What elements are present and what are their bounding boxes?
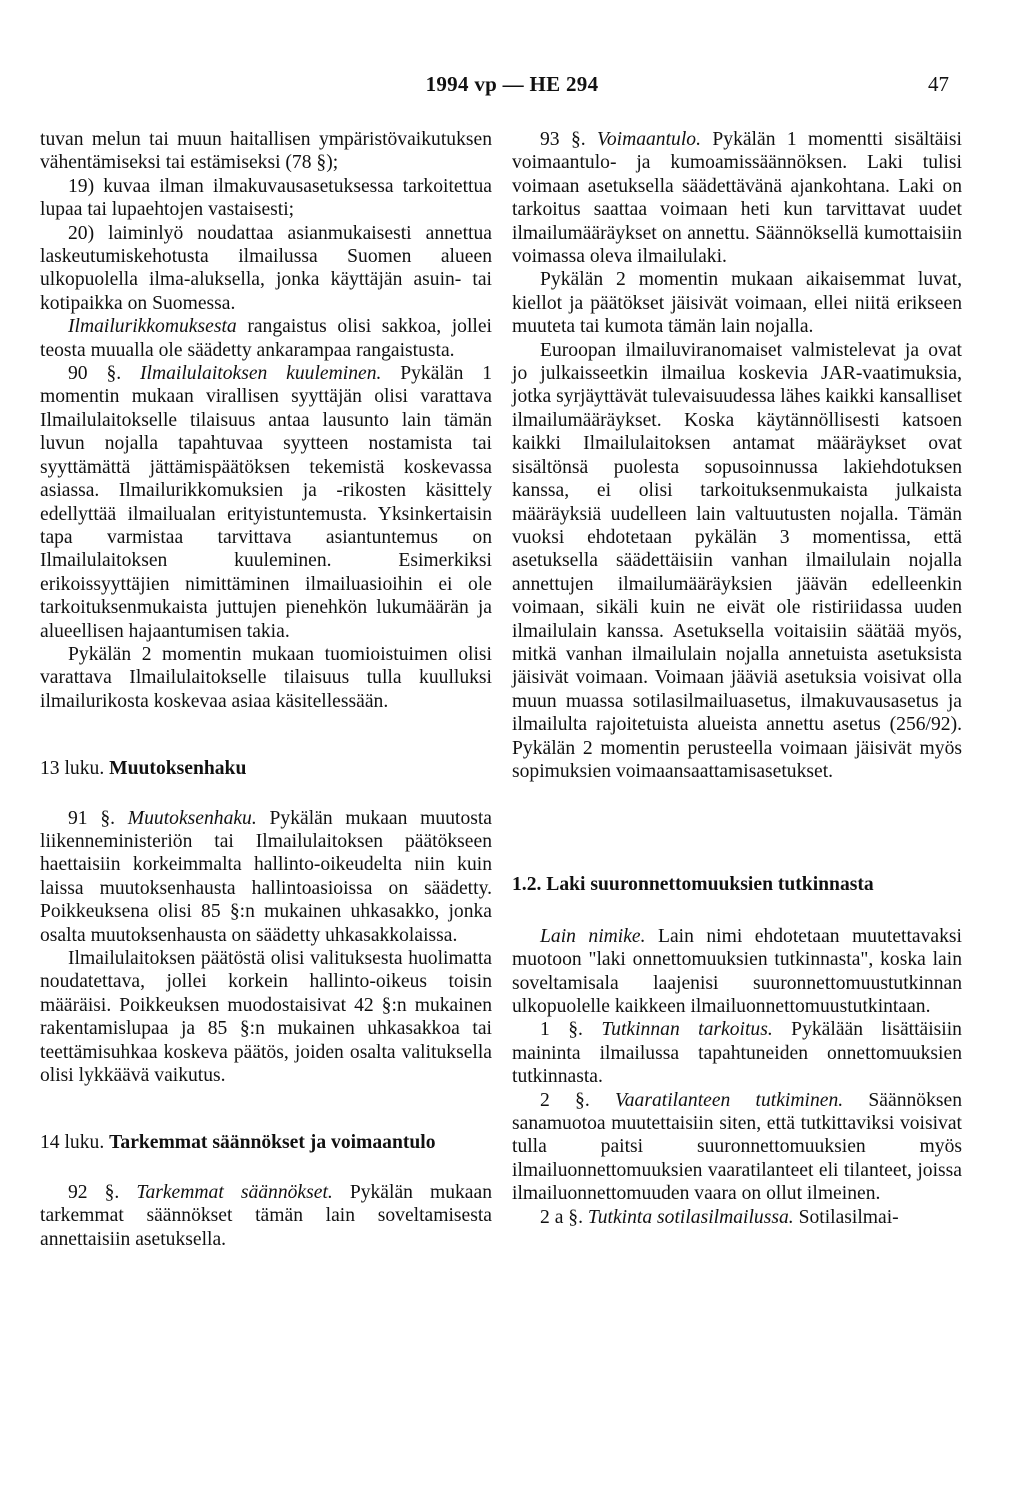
- section-text: Pykälän mukaan muutosta liikenneministeriön tai Ilmailulaitoksen päätökseen haettaisiin korkeimmalta hallinto-oikeudelta niin kuin laissa muutoksenhausta hallintoasioissa on säädetty. Poikkeuksena olisi 85 §:n mukainen uhkasakko, jonka osalta muutoksenhausta on säädetty uhkasakkolaissa.: [40, 807, 493, 946]
- section-number: 2 §.: [540, 1089, 615, 1111]
- italic-term: Ilmailurikkomuksesta: [68, 316, 237, 338]
- section-title: Muutoksenhaku.: [127, 807, 257, 829]
- section-90: [40, 362, 492, 643]
- italic-term: Lain nimike.: [540, 925, 646, 947]
- section-number: 92 §.: [68, 1181, 137, 1203]
- section-text: Pykälän 1 momentin mukaan virallisen syyttäjän olisi varattava Ilmailulaitokselle tilaisuus antaa lausunto lain tämän luvun nojalla tapahtuvaa syytteen nostamista tai syyttämättä jättämispäätöksen tekemistä koskevassa asiassa. Ilmailurikkomuksien ja -rikosten käsittely edellyttää ilmailualan erityistuntemusta. Yksinkertaisin tapa varmistaa tarvittava asiantuntemus on Ilmailulaitoksen kuuleminen. Esimerkiksi erikoissyyttäjien nimittäminen ilmailuasioihin ei ole tarkoituksenmukaista juttujen pienehkön lukumäärän ja alueellisen hajaantumisen takia.: [40, 363, 493, 642]
- chapter-number: 14 luku.: [40, 1132, 110, 1154]
- paragraph: Euroopan ilmailuviranomaiset valmistelevat ja ovat jo julkaisseetkin ilmailua koskevia JAR-vaatimuksia, jotka syrjäyttävät tulevaisuudessa lähes kaikki kansalliset ilmailumääräykset. Koska käytännöllisesti katsoen kaikki Ilmailulaitoksen antamat määräykset ovat sisältönsä puolesta sopusoinnussa lakiehdotuksen kanssa, ei olisi tarkoituksenmukaista julkaista määräyksiä uudelleen lain valtuutusten nojalla. Tämän vuoksi ehdotetaan pykälän 3 momentissa, että asetuksella säädettäisiin vanhan ilmailulain nojalla annettujen ilmailumääräyksien jäävän edelleenkin voimaan, sikäli kuin ne eivät ole ristiriidassa uuden ilmailulain kanssa. Asetuksella voitaisiin säätää myös, mitkä vanhan ilmailulain nojalla annetuista asetuksista jäisivät voimaan. Voimaan jääviä asetuksia voisivat olla muun muassa sotilasilmailuasetus, ilmakuvausasetus ja ilmailulta rajoitetuista alueista annettu asetus (256/92). Pykälän 2 momentin perusteella voimaan jäisivät myös sopimuksien voimaansaattamisasetukset.: [512, 339, 962, 782]
- section-1: [512, 1018, 962, 1088]
- chapter-number: 13 luku.: [40, 758, 110, 780]
- left-column: [40, 128, 492, 1251]
- chapter-heading-14: [40, 1131, 492, 1154]
- section-title: Voimaantulo.: [597, 129, 701, 150]
- chapter-heading-13: [40, 757, 492, 780]
- paragraph: Ilmailulaitoksen päätöstä olisi valituksesta huolimatta noudatettava, jollei korkein hallinto-oikeus toisin määräisi. Poikkeuksen muodostaisivat 42 §:n mukainen rakentamislupaa ja 85 §:n mukainen uhkasakkoa tai teettämisuhkaa koskeva päätös, joiden osalta valituksella olisi lykkäävä vaikutus.: [40, 948, 492, 1087]
- list-item-19: 19) kuvaa ilman ilmakuvausasetuksessa tarkoitettua lupaa tai lupaehtojen vastaisesti;: [40, 175, 492, 221]
- section-2a: [512, 1206, 962, 1229]
- section-title: Vaaratilanteen tutkiminen.: [614, 1089, 844, 1111]
- section-text: Säännöksen sanamuotoa muutettaisiin siten, että tutkittaviksi voisivat tulla paitsi suuronnettomuuksien myös ilmailuonnettomuuksien vaaratilanteet eli tilanteet, joissa ilmailuonnettomuuden vaara on ollut ilmeinen.: [512, 1089, 962, 1205]
- section-number: 90 §.: [68, 363, 140, 385]
- paragraph-text: Lain nimi ehdotetaan muutettavaksi muotoon "laki onnettomuuksien tutkinnasta", koska lain soveltamisala laajenisi suuronnettomuustutkinnan ulkopuolelle kaikkeen ilmailuonnettomuustutkintaan.: [512, 925, 962, 1017]
- section-heading-1-2: 1.2. Laki suuronnettomuuksien tutkinnasta: [512, 874, 874, 896]
- section-title: Ilmailulaitoksen kuuleminen.: [139, 363, 382, 385]
- paragraph-text: rangaistus olisi sakkoa, jollei teosta muualla ole säädetty ankarampaa rangaistusta.: [40, 316, 492, 361]
- section-92: [40, 1181, 492, 1251]
- section-text: Pykälään lisättäisiin maininta ilmailussa tapahtuneiden onnettomuuksien tutkinnasta.: [512, 1019, 962, 1088]
- paragraph: tuvan melun tai muun haitallisen ympäristövaikutuksen vähentämiseksi tai estämiseksi (78 §);: [40, 129, 492, 174]
- section-text: Pykälän 1 momentti sisältäisi voimaantulo- ja kumoamissäännöksen. Laki tulisi voimaan asetuksella säädettävänä ajankohtana. Laki on tarkoitus saattaa voimaan heti kun tarvittavat uudet ilmailumääräykset on annettu. Säännöksellä kumottaisiin voimassa oleva ilmailulaki.: [512, 129, 962, 268]
- section-text: Pykälän mukaan tarkemmat säännökset tämän lain soveltamisesta annettaisiin asetuksella.: [40, 1181, 492, 1250]
- paragraph: [40, 315, 492, 362]
- section-number: 93 §.: [540, 129, 598, 150]
- section-2: [512, 1089, 962, 1206]
- paragraph: Pykälän 2 momentin mukaan aikaisemmat luvat, kiellot ja päätökset jäisivät voimaan, ellei niitä erikseen muuteta tai kumota tämän lain nojalla.: [512, 269, 962, 338]
- section-number: 1 §.: [540, 1019, 602, 1041]
- section-title: Tarkemmat säännökset.: [136, 1181, 333, 1203]
- right-column: [512, 128, 962, 1229]
- chapter-title: Muutoksenhaku: [109, 758, 247, 780]
- running-header: 1994 vp — HE 294: [425, 72, 599, 96]
- section-91: [40, 807, 492, 947]
- list-item-20: 20) laiminlyö noudattaa asianmukaisesti annettua laskeutumiskehotusta ilmailussa Suomen alueen ulkopuolella ilma-aluksella, jonka käyttäjän asuin- tai kotipaikka on Suomessa.: [40, 222, 492, 314]
- section-text: Sotilasilmai-: [793, 1206, 899, 1228]
- page-number: 47: [928, 72, 949, 96]
- section-title: Tutkinnan tarkoitus.: [601, 1019, 773, 1041]
- section-number: 2 a §.: [540, 1206, 588, 1228]
- section-number: 91 §.: [68, 807, 128, 829]
- paragraph: Pykälän 2 momentin mukaan tuomioistuimen olisi varattava Ilmailulaitokselle tilaisuus tulla kuulluksi ilmailurikosta koskevaa asiaa käsitellessään.: [40, 643, 492, 712]
- chapter-title: Tarkemmat säännökset ja voimaantulo: [109, 1132, 436, 1154]
- section-93: [512, 128, 962, 268]
- section-title: Tutkinta sotilasilmailussa.: [587, 1206, 794, 1228]
- paragraph-lain-nimike: [512, 925, 962, 1019]
